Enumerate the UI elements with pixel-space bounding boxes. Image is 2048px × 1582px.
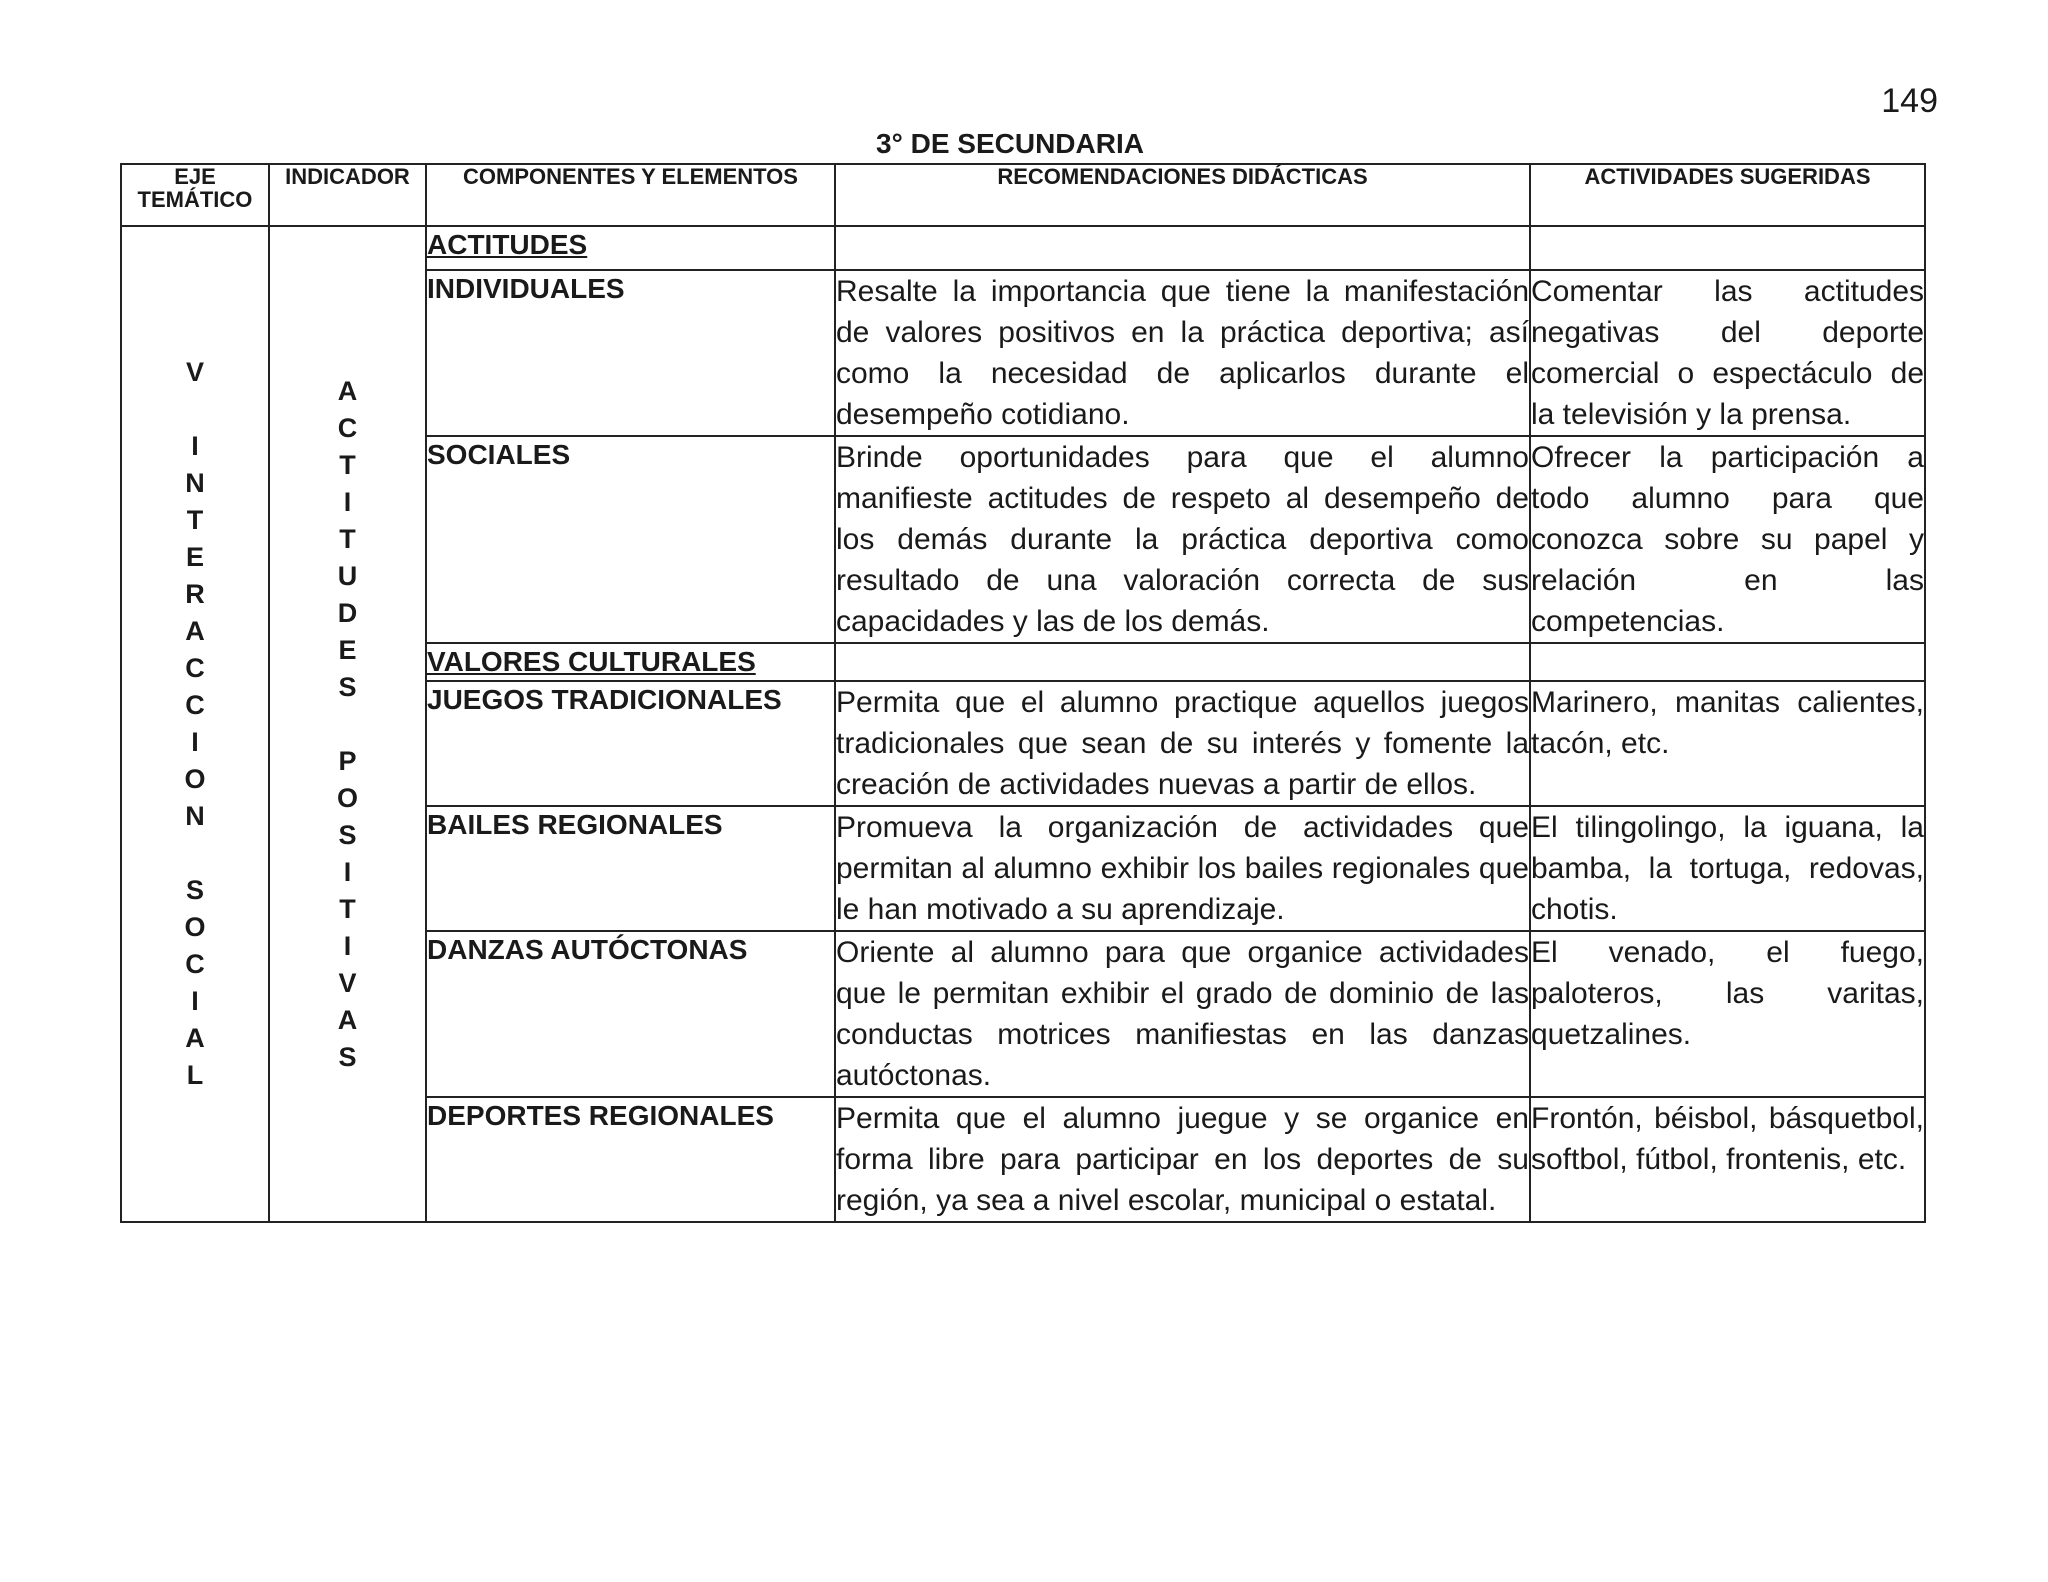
vertical-letter: I [343, 856, 352, 887]
recommendation-cell: Promueva la organización de actividades que permitan al alumno exhibir los bailes regionales que le han motivado a su aprendizaje. [835, 806, 1530, 931]
component-cell: DANZAS AUTÓCTONAS [426, 931, 835, 1097]
component-cell: DEPORTES REGIONALES [426, 1097, 835, 1222]
page-number: 149 [1881, 82, 1938, 120]
header-indicador: INDICADOR [269, 164, 426, 226]
vertical-letter: O [336, 782, 358, 813]
vertical-letter: I [343, 930, 352, 961]
vertical-letter: S [185, 875, 204, 906]
vertical-letter: I [191, 431, 199, 462]
vertical-letter: N [185, 801, 205, 832]
vertical-letter: R [185, 579, 205, 610]
vertical-letter: I [191, 986, 199, 1017]
recommendation-cell: Resalte la importancia que tiene la manifestación de valores positivos en la práctica deportiva; así como la necesidad de aplicarlos durante el desempeño cotidiano. [835, 270, 1530, 436]
vertical-letter: S [338, 671, 357, 702]
section-heading-valores [426, 643, 835, 681]
vertical-letter: N [185, 468, 205, 499]
section-heading-actitudes [426, 226, 835, 270]
vertical-letter: P [338, 745, 357, 776]
vertical-letter: A [185, 616, 205, 647]
component-label: ACTITUDES [427, 229, 588, 260]
component-cell: BAILES REGIONALES [426, 806, 835, 931]
vertical-letter: V [185, 357, 204, 388]
table-header-row [121, 164, 1925, 226]
vertical-letter: S [338, 1041, 357, 1072]
vertical-letter: C [185, 653, 205, 684]
activity-cell: Frontón, béisbol, básquetbol, softbol, fútbol, frontenis, etc. [1530, 1097, 1925, 1222]
table-row [121, 226, 1925, 270]
recommendation-cell: Oriente al alumno para que organice actividades que le permitan exhibir el grado de dominio de las conductas motrices manifiestas en las danzas autóctonas. [835, 931, 1530, 1097]
vertical-letter [270, 706, 425, 743]
activity-cell: Marinero, manitas calientes, tacón, etc. [1530, 681, 1925, 806]
recommendation-cell: Permita que el alumno practique aquellos juegos tradicionales que sean de su interés y fomente la creación de actividades nuevas a partir de ellos. [835, 681, 1530, 806]
activity-cell [1530, 226, 1925, 270]
vertical-letter: U [337, 560, 358, 591]
header-actividades: ACTIVIDADES SUGERIDAS [1530, 164, 1925, 226]
component-label: VALORES CULTURALES [427, 646, 756, 677]
header-componentes: COMPONENTES Y ELEMENTOS [426, 164, 835, 226]
activity-cell: Ofrecer la participación a todo alumno para que conozca sobre su papel y relación en las competencias. [1530, 436, 1925, 643]
vertical-letter [122, 835, 268, 872]
vertical-letter: A [337, 1004, 358, 1035]
vertical-letter: T [339, 523, 356, 554]
vertical-letter: O [184, 912, 206, 943]
component-cell: SOCIALES [426, 436, 835, 643]
vertical-letter: D [337, 597, 358, 628]
vertical-letter: C [185, 690, 205, 721]
vertical-letter: C [337, 412, 358, 443]
activity-cell: El tilingolingo, la iguana, la bamba, la tortuga, redovas, chotis. [1530, 806, 1925, 931]
activity-cell [1530, 643, 1925, 681]
component-cell: JUEGOS TRADICIONALES [426, 681, 835, 806]
eje-tematico-cell [121, 226, 269, 1222]
curriculum-table [120, 163, 1926, 1223]
vertical-letter [122, 391, 268, 428]
vertical-letter: E [338, 634, 357, 665]
vertical-letter: L [186, 1060, 204, 1091]
page-title: 3° DE SECUNDARIA [876, 128, 1144, 159]
vertical-letter: I [191, 727, 199, 758]
component-cell: INDIVIDUALES [426, 270, 835, 436]
eje-tematico-vertical-text [122, 354, 268, 1094]
vertical-letter: A [185, 1023, 205, 1054]
header-eje-tematico [121, 164, 269, 226]
indicador-cell [269, 226, 426, 1222]
header-recomendaciones: RECOMENDACIONES DIDÁCTICAS [835, 164, 1530, 226]
activity-cell: El venado, el fuego, paloteros, las varitas, quetzalines. [1530, 931, 1925, 1097]
recommendation-cell [835, 226, 1530, 270]
vertical-letter: C [185, 949, 205, 980]
vertical-letter: T [339, 449, 356, 480]
header-eje-line-2: TEMÁTICO [137, 187, 253, 213]
vertical-letter: O [184, 764, 206, 795]
vertical-letter: I [343, 486, 352, 517]
vertical-letter: V [338, 967, 357, 998]
vertical-letter: S [338, 819, 357, 850]
vertical-letter: E [185, 542, 204, 573]
vertical-letter: T [339, 893, 356, 924]
vertical-letter: A [337, 375, 358, 406]
recommendation-cell: Permita que el alumno juegue y se organice en forma libre para participar en los deportes de su región, ya sea a nivel escolar, municipal o estatal. [835, 1097, 1530, 1222]
recommendation-cell: Brinde oportunidades para que el alumno manifieste actitudes de respeto al desempeño de los demás durante la práctica deportiva como resultado de una valoración correcta de sus capacidades y las de los demás. [835, 436, 1530, 643]
indicador-vertical-text [270, 373, 425, 1076]
header-eje-line-1: EJE [174, 164, 216, 189]
activity-cell: Comentar las actitudes negativas del deporte comercial o espectáculo de la televisión y la prensa. [1530, 270, 1925, 436]
vertical-letter: T [186, 505, 204, 536]
recommendation-cell [835, 643, 1530, 681]
